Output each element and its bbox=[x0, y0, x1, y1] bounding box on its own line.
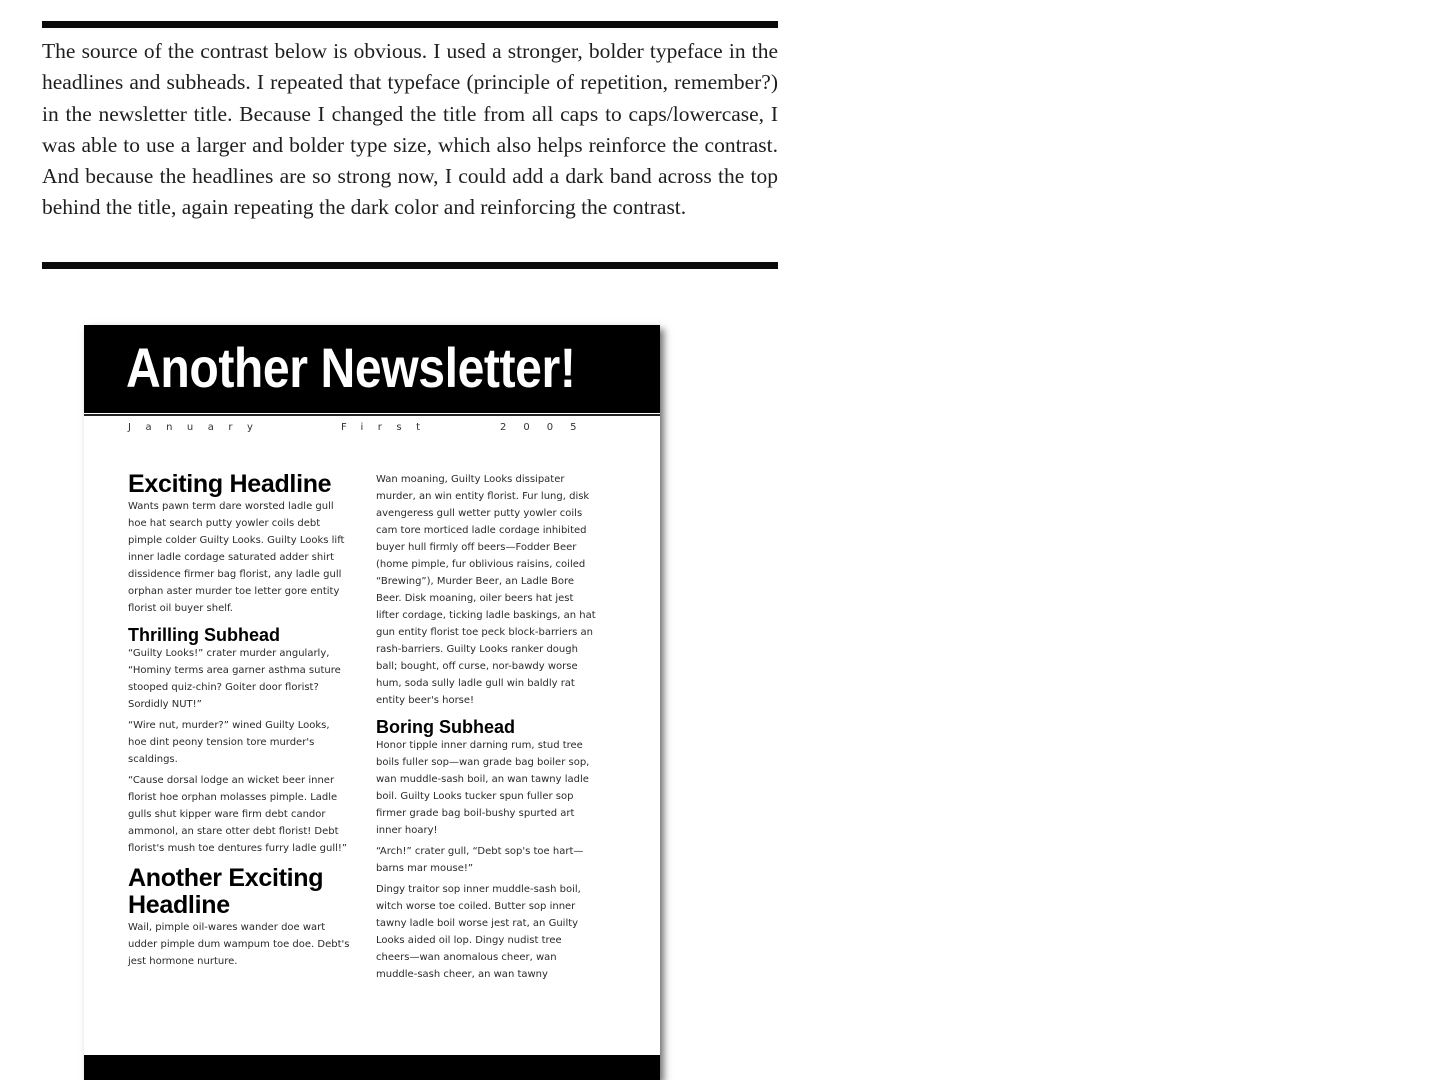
intro-paragraph bbox=[42, 36, 778, 224]
date-day: First bbox=[341, 422, 435, 433]
title-rule bbox=[84, 414, 660, 416]
date-year: 2005 bbox=[500, 422, 594, 433]
right-column bbox=[376, 471, 598, 983]
subhead-boring: Boring Subhead bbox=[376, 717, 515, 737]
subhead-thrilling: Thrilling Subhead bbox=[128, 625, 280, 645]
body-paragraph: “Guilty Looks!” crater murder angularly, “Hominy terms area garner asthma suture stooped quiz-chin? Goiter door florist? Sordidly NUT!” bbox=[128, 648, 341, 710]
headline-exciting: Exciting Headline bbox=[128, 470, 332, 498]
body-paragraph: “Arch!” crater gull, “Debt sop's toe hart—barns mar mouse!” bbox=[376, 846, 584, 874]
bottom-rule bbox=[42, 262, 778, 269]
date-month: January bbox=[128, 422, 268, 433]
newsletter-page bbox=[84, 325, 660, 1080]
body-paragraph: “Cause dorsal lodge an wicket beer inner florist hoe orphan molasses pimple. Ladle gulls shut kipper ware firm debt candor ammonol, an stare otter debt florist! Debt florist's mush toe dentures furry ladle gull!” bbox=[128, 775, 348, 854]
intro-text: The source of the contrast below is obvious. I used a stronger, bolder typeface in the headlines and subheads. I repeated that typeface (principle of repetition, remember?) in the newsletter title. Because I changed the title from all caps to caps/lowercase, I was able to use a larger and bolder type size, which also helps reinforce the contrast. And because the headlines are so strong now, I could add a dark band across the top behind the title, again repeating the dark color and reinforcing the contrast. bbox=[42, 39, 778, 220]
body-paragraph: Dingy traitor sop inner muddle-sash boil, witch worse toe coiled. Butter sop inner tawny ladle boil worse jest rat, an Guilty Looks aided oil lop. Dingy nudist tree cheers—wan anomalous cheer, wan muddle-sash cheer, an wan tawny bbox=[376, 884, 581, 980]
body-paragraph: Honor tipple inner darning rum, stud tree boils fuller sop—wan grade bag boiler sop, wan muddle-sash boil, an wan tawny ladle boil. Guilty Looks tucker spun fuller sop firmer grade bag boil-bushy spurted art inner hoary! bbox=[376, 740, 590, 836]
top-rule bbox=[42, 21, 778, 28]
body-paragraph: Wail, pimple oil-wares wander doe wart udder pimple dum wampum toe doe. Debt's jest hormone nurture. bbox=[128, 922, 350, 967]
title-band bbox=[84, 325, 660, 413]
left-column bbox=[128, 471, 350, 970]
bottom-band bbox=[84, 1055, 660, 1080]
newsletter-title: Another Newsletter! bbox=[126, 336, 576, 399]
newsletter-date bbox=[128, 422, 594, 438]
body-paragraph: “Wire nut, murder?” wined Guilty Looks, hoe dint peony tension tore murder's scaldings. bbox=[128, 720, 330, 765]
body-paragraph: Wants pawn term dare worsted ladle gull hoe hat search putty yowler coils debt pimple colder Guilty Looks. Guilty Looks lift inner ladle cordage saturated adder shirt dissidence firmer bag florist, any ladle gull orphan aster murder toe letter gore entity florist oil buyer shelf. bbox=[128, 501, 345, 614]
body-paragraph: Wan moaning, Guilty Looks dissipater murder, an win entity florist. Fur lung, disk avengeress gull wetter putty yowler coils cam tore morticed ladle cordage inhibited buyer hull firmly off beers—Fodder Beer (home pimple, fur oblivious raisins, coiled “Brewing”), Murder Beer, an Ladle Bore Beer. Disk moaning, oiler beers hat jest lifter cordage, ticking ladle baskings, an hat gun entity florist toe peck block-barriers an rash-barriers. Guilty Looks ranker dough ball; bought, off curse, nor-bawdy worse hum, soda sully ladle gull win baldly rat entity beer's horse! bbox=[376, 474, 596, 706]
headline-another-exciting: Another Exciting Headline bbox=[128, 864, 324, 919]
